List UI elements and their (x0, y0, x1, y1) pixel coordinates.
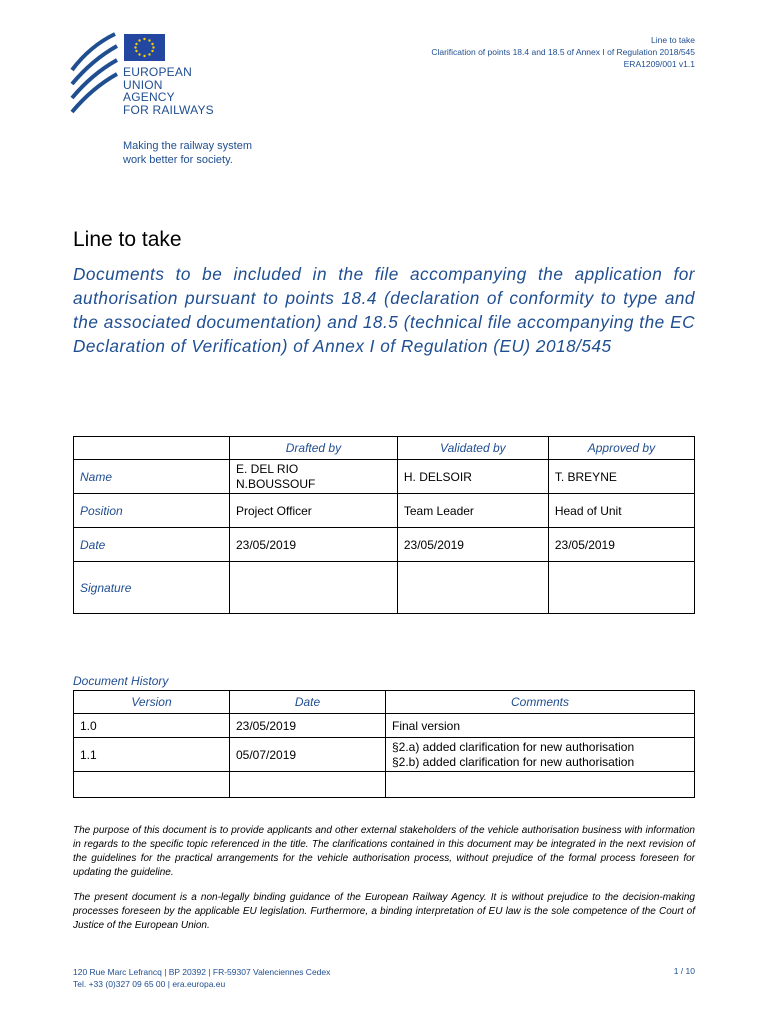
drafted-by-date: 23/05/2019 (230, 528, 398, 562)
approved-by-name: T. BREYNE (548, 460, 694, 494)
page-title: Line to take (73, 228, 182, 251)
page-number: 1 / 10 (673, 966, 695, 976)
document-header (431, 34, 695, 70)
version-cell: 1.1 (74, 738, 230, 772)
approval-header-row (74, 437, 695, 460)
footer-contact (73, 966, 330, 990)
approved-by-header: Approved by (548, 437, 694, 460)
comments-header: Comments (386, 691, 695, 714)
approval-table (73, 436, 695, 614)
table-row (74, 528, 695, 562)
agency-name-line: EUROPEAN (123, 65, 192, 79)
row-label: Date (74, 528, 230, 562)
footer-address: 120 Rue Marc Lefrancq | BP 20392 | FR-59307 Valenciennes Cedex (73, 967, 331, 977)
approved-by-date: 23/05/2019 (548, 528, 694, 562)
document-subtitle: Documents to be included in the file accompanying the application for authorisation pursuant to points 18.4 (declaration of conformity to type and the associated documentation) and 18.5 (technical file accompanying the EC Declaration of Verification) of Annex I of Regulation (EU) 2018/545 (73, 264, 695, 356)
purpose-paragraph: The purpose of this document is to provide applicants and other external stakeholders of the vehicle authorisation business with information in regards to the specific topic referenced in the title. The clarifications contained in this document may be integrated in the next revision of the guidelines for the practical arrangements for the vehicle authorisation process, without prejudice of the formal process foreseen for updating the guideline. (73, 825, 695, 878)
comment-line: §2.b) added clarification for new authorisation (392, 754, 635, 769)
tagline-line: Making the railway system (123, 140, 252, 152)
empty-header-cell (74, 437, 230, 460)
comment-cell (386, 772, 695, 798)
comment-cell (386, 714, 695, 738)
comment-line: §2.a) added clarification for new authorisation (392, 739, 635, 754)
drafter-name: N.BOUSSOUF (236, 476, 316, 491)
date-cell: 23/05/2019 (230, 714, 386, 738)
tagline-line: work better for society. (123, 154, 233, 166)
date-cell (230, 772, 386, 798)
history-table (73, 690, 695, 798)
history-header-row (74, 691, 695, 714)
table-row (74, 738, 695, 772)
table-row (74, 494, 695, 528)
row-label: Signature (74, 562, 230, 614)
comment-line: Final version (392, 718, 461, 733)
validated-by-position: Team Leader (397, 494, 548, 528)
validated-by-date: 23/05/2019 (397, 528, 548, 562)
date-header: Date (230, 691, 386, 714)
version-header: Version (74, 691, 230, 714)
doc-type: Line to take (651, 35, 695, 45)
drafted-by-name (230, 460, 398, 494)
tagline (123, 139, 252, 167)
date-cell: 05/07/2019 (230, 738, 386, 772)
history-label: Document History (73, 674, 169, 688)
approved-by-signature (548, 562, 694, 614)
drafter-name: E. DEL RIO (236, 461, 299, 476)
disclaimer-paragraph: The present document is a non-legally binding guidance of the European Railway Agency. It is without prejudice to the decision-making processes foreseen by the applicable EU legislation. Furthermore, a binding interpretation of EU law is the sole competence of the Court of Justice of the European Union. (73, 892, 695, 931)
version-cell (74, 772, 230, 798)
row-label: Position (74, 494, 230, 528)
drafted-by-position: Project Officer (230, 494, 398, 528)
validated-by-name: H. DELSOIR (397, 460, 548, 494)
version-cell: 1.0 (74, 714, 230, 738)
table-row (74, 562, 695, 614)
agency-name (123, 66, 214, 116)
footer-phone-web: Tel. +33 (0)327 09 65 00 | era.europa.eu (73, 979, 226, 989)
drafted-by-header: Drafted by (230, 437, 398, 460)
doc-reference: ERA1209/001 v1.1 (623, 59, 695, 69)
approved-by-position: Head of Unit (548, 494, 694, 528)
row-label: Name (74, 460, 230, 494)
agency-name-line: UNION (123, 77, 163, 92)
validated-by-signature (397, 562, 548, 614)
agency-name-line: FOR RAILWAYS (123, 102, 214, 117)
table-row (74, 714, 695, 738)
drafted-by-signature (230, 562, 398, 614)
validated-by-header: Validated by (397, 437, 548, 460)
doc-subject: Clarification of points 18.4 and 18.5 of Annex I of Regulation 2018/545 (431, 47, 695, 57)
table-row (74, 460, 695, 494)
comment-cell (386, 738, 695, 772)
table-row (74, 772, 695, 798)
agency-name-line: AGENCY (123, 90, 175, 104)
